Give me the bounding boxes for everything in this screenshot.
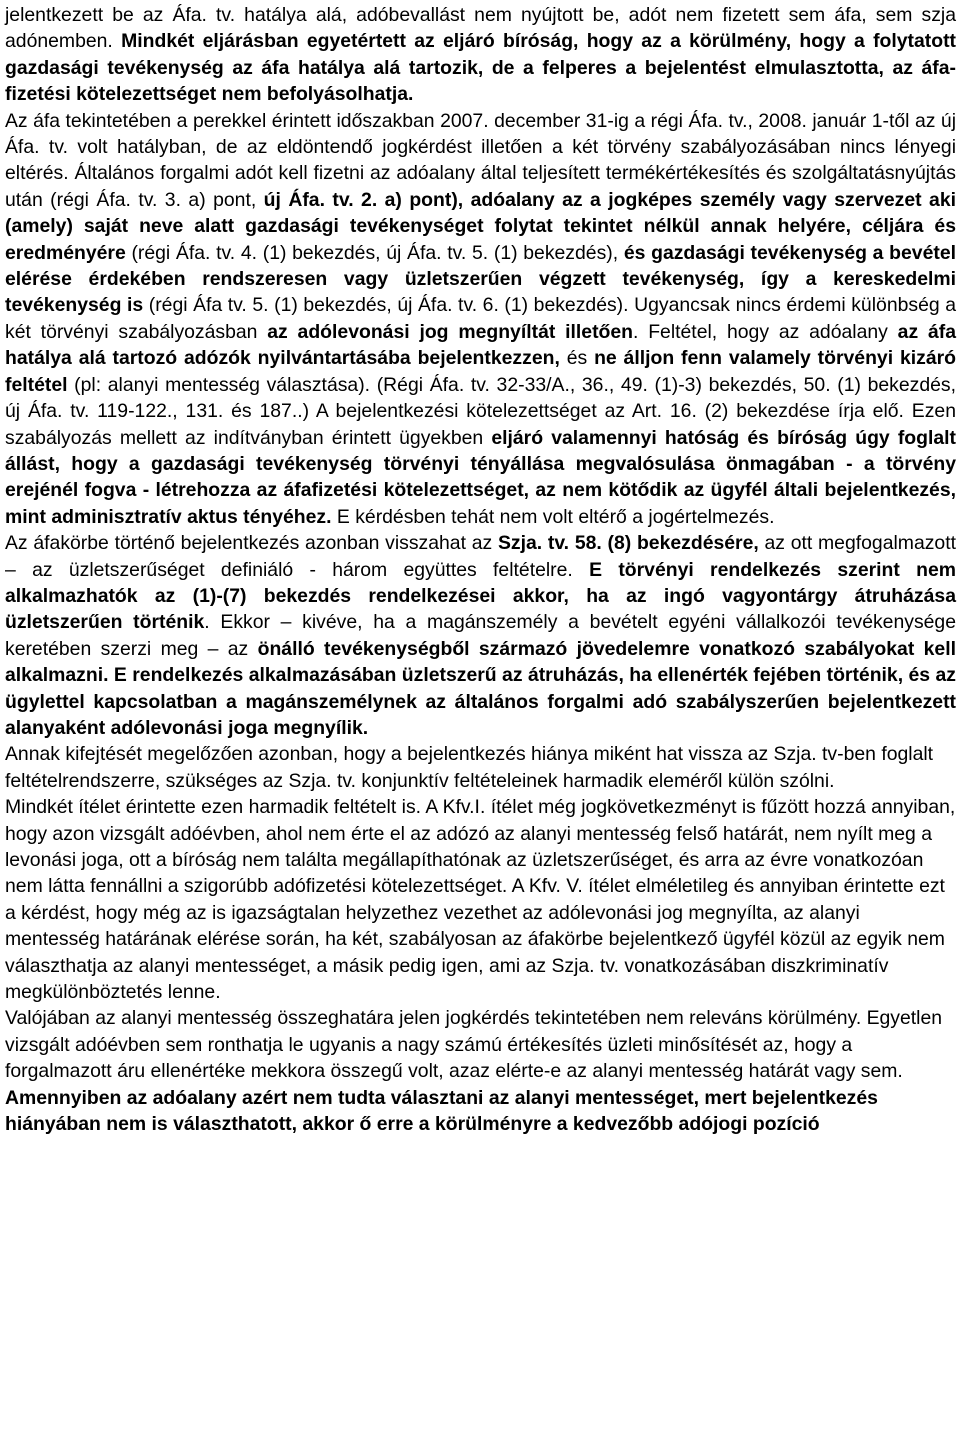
text-run: Az áfa tekintetében a perekkel érintett időszakban 2007. december 31-ig a régi Áfa. tv., 2008. január 1-től az új Áfa. tv. volt hatályban, de az eldöntendő jogkérdést illetően a két törvény szabályozásában nincs lényegi eltérés. Általános forgalmi adót kell fizetni az adóalany által teljesített termékértékesítés és szolgáltatásnyújtás után (régi Áfa. tv. 3. a) pont, <box>5 109 956 211</box>
paragraph-5 <box>5 794 956 1005</box>
paragraph-6 <box>5 1005 956 1137</box>
bold-text-run: Mindkét eljárásban egyetértett az eljáró bíróság, hogy az a körülmény, hogy a folytatott gazdasági tevékenység az áfa hatálya alá tartozik, de a felperes a bejelentést elmulasztotta, az áfa-fizetési kötelezettséget nem befolyásolhatja. <box>5 30 956 106</box>
paragraph-3 <box>5 530 956 741</box>
bold-text-run: az áfa hatálya alá tartozó adózók nyilvántartásába bejelentkezzen, <box>5 320 956 370</box>
text-run: (pl: alanyi mentesség választása). (Régi Áfa. tv. 32-33/A., 36., 49. (1)-3) bekezdés, 50. (1) bekezdés, új Áfa. tv. 119-122., 131. és 187..) A bejelentkezési kötelezettséget az Art. 16. (2) bekezdése írja elő. Ezen szabályozás mellett az indítványban érintett ügyekben <box>5 373 956 449</box>
document-body <box>5 2 956 1137</box>
bold-text-run: és gazdasági tevékenység a bevétel elérése érdekében rendszeresen vagy üzletszerűen végzett tevékenység, így a kereskedelmi tevékenység is <box>5 241 957 317</box>
text-run: (régi Áfa tv. 5. (1) bekezdés, új Áfa. tv. 6. (1) bekezdés). Ugyancsak nincs érdemi különbség a két törvényi szabályozásban <box>5 294 956 343</box>
text-run: . Feltétel, hogy az adóalany <box>633 320 898 343</box>
bold-text-run: Amennyiben az adóalany azért nem tudta választani az alanyi mentességet, mert bejelentkezés hiányában nem is választhatott, akkor ő erre a körülményre a kedvezőbb adójogi pozíció <box>5 1086 878 1136</box>
text-run: és <box>559 347 595 370</box>
text-run: Annak kifejtését megelőzően azonban, hogy a bejelentkezés hiánya miként hat vissza az Szja. tv-ben foglalt feltételrendszerre, szükséges az Szja. tv. konjunktív feltételeinek harmadik eleméről külön szólni. <box>5 743 934 792</box>
text-run: . Ekkor – kivéve, ha a magánszemély a bevételt egyéni vállalkozói tevékenysége keretében szerzi meg – az <box>5 611 956 660</box>
bold-text-run: az adólevonási jog megnyíltát illetően <box>267 320 633 343</box>
text-run: jelentkezett be az Áfa. tv. hatálya alá, adóbevallást nem nyújtott be, adót nem fizetett sem áfa, sem szja adónemben. <box>5 4 956 53</box>
text-run: Mindkét ítélet érintette ezen harmadik feltételt is. A Kfv.I. ítélet még jogkövetkezményt is fűzött hozzá annyiban, hogy azon vizsgált adóévben, ahol nem érte el az adózó az alanyi mentesség felső határát, nem nyílt meg a levonási joga, ott a bíróság nem találta megállapíthatónak az üzletszerűséget, és arra az évre vonatkozóan nem látta fennállni a szigorúbb adófizetési kötelezettséget. A Kfv. V. ítélet elméletileg és annyiban érintette ezt a kérdést, hogy még az is igazságtalan helyzethez vezethet az adólevonási jog megnyílta, az alanyi mentesség határának elérése során, ha két, szabályosan az áfakörbe bejelentkező ügyfél közül az egyik nem választhatja az alanyi mentességet, a másik pedig igen, ami az Szja. tv. vonatkozásában diszkriminatív megkülönböztetés lenne. <box>5 796 956 1004</box>
paragraph-4 <box>5 741 956 794</box>
bold-text-run: új Áfa. tv. 2. a) pont), adóalany az a jogképes személy vagy szervezet aki (amely) saját neve alatt gazdasági tevékenységet folytat tekintet nélkül annak helyére, céljára és eredményére <box>5 188 956 264</box>
bold-text-run: Szja. tv. 58. (8) bekezdésére, <box>497 532 759 555</box>
paragraph-1 <box>5 2 956 108</box>
bold-text-run: ne álljon fenn valamely törvényi kizáró feltétel <box>5 347 957 396</box>
text-run: E kérdésben tehát nem volt eltérő a jogértelmezés. <box>331 505 775 528</box>
bold-text-run: E törvényi rendelkezés szerint nem alkalmazhatók az (1)-(7) bekezdés rendelkezései akkor, ha az ingó vagyontárgy átruházása üzletszerűen történik <box>5 558 956 634</box>
text-run: Az áfakörbe történő bejelentkezés azonban visszahat az <box>5 532 498 555</box>
text-run: az ott megfogalmazott – az üzletszerűséget definiáló - három együttes feltételre. <box>5 532 956 581</box>
paragraph-2 <box>5 108 956 531</box>
text-run: (régi Áfa. tv. 4. (1) bekezdés, új Áfa. tv. 5. (1) bekezdés), <box>125 241 624 264</box>
bold-text-run: önálló tevékenységből származó jövedelemre vonatkozó szabályokat kell alkalmazni. E rendelkezés alkalmazásában üzletszerű az átruházás, ha ellenérték fejében történik, és az ügylettel kapcsolatban a magánszemélynek az általános forgalmi adó szabályszerűen bejelentkezett alanyaként adólevonási joga megnyílik. <box>5 637 956 739</box>
bold-text-run: eljáró valamennyi hatóság és bíróság úgy foglalt állást, hogy a gazdasági tevékenység törvényi tényállása megvalósulása önmagában - a törvény erejénél fogva - létrehozza az áfafizetési kötelezettséget, az nem kötődik az ügyfél általi bejelentkezés, mint adminisztratív aktus tényéhez. <box>5 426 956 528</box>
text-run: Valójában az alanyi mentesség összeghatára jelen jogkérdés tekintetében nem releváns körülmény. Egyetlen vizsgált adóévben sem ronthatja le ugyanis a nagy számú értékesítés üzleti minősítését az, hogy a forgalmazott áru ellenértéke mekkora összegű volt, azaz elérte-e az alanyi mentesség határát vagy sem. <box>5 1007 943 1083</box>
